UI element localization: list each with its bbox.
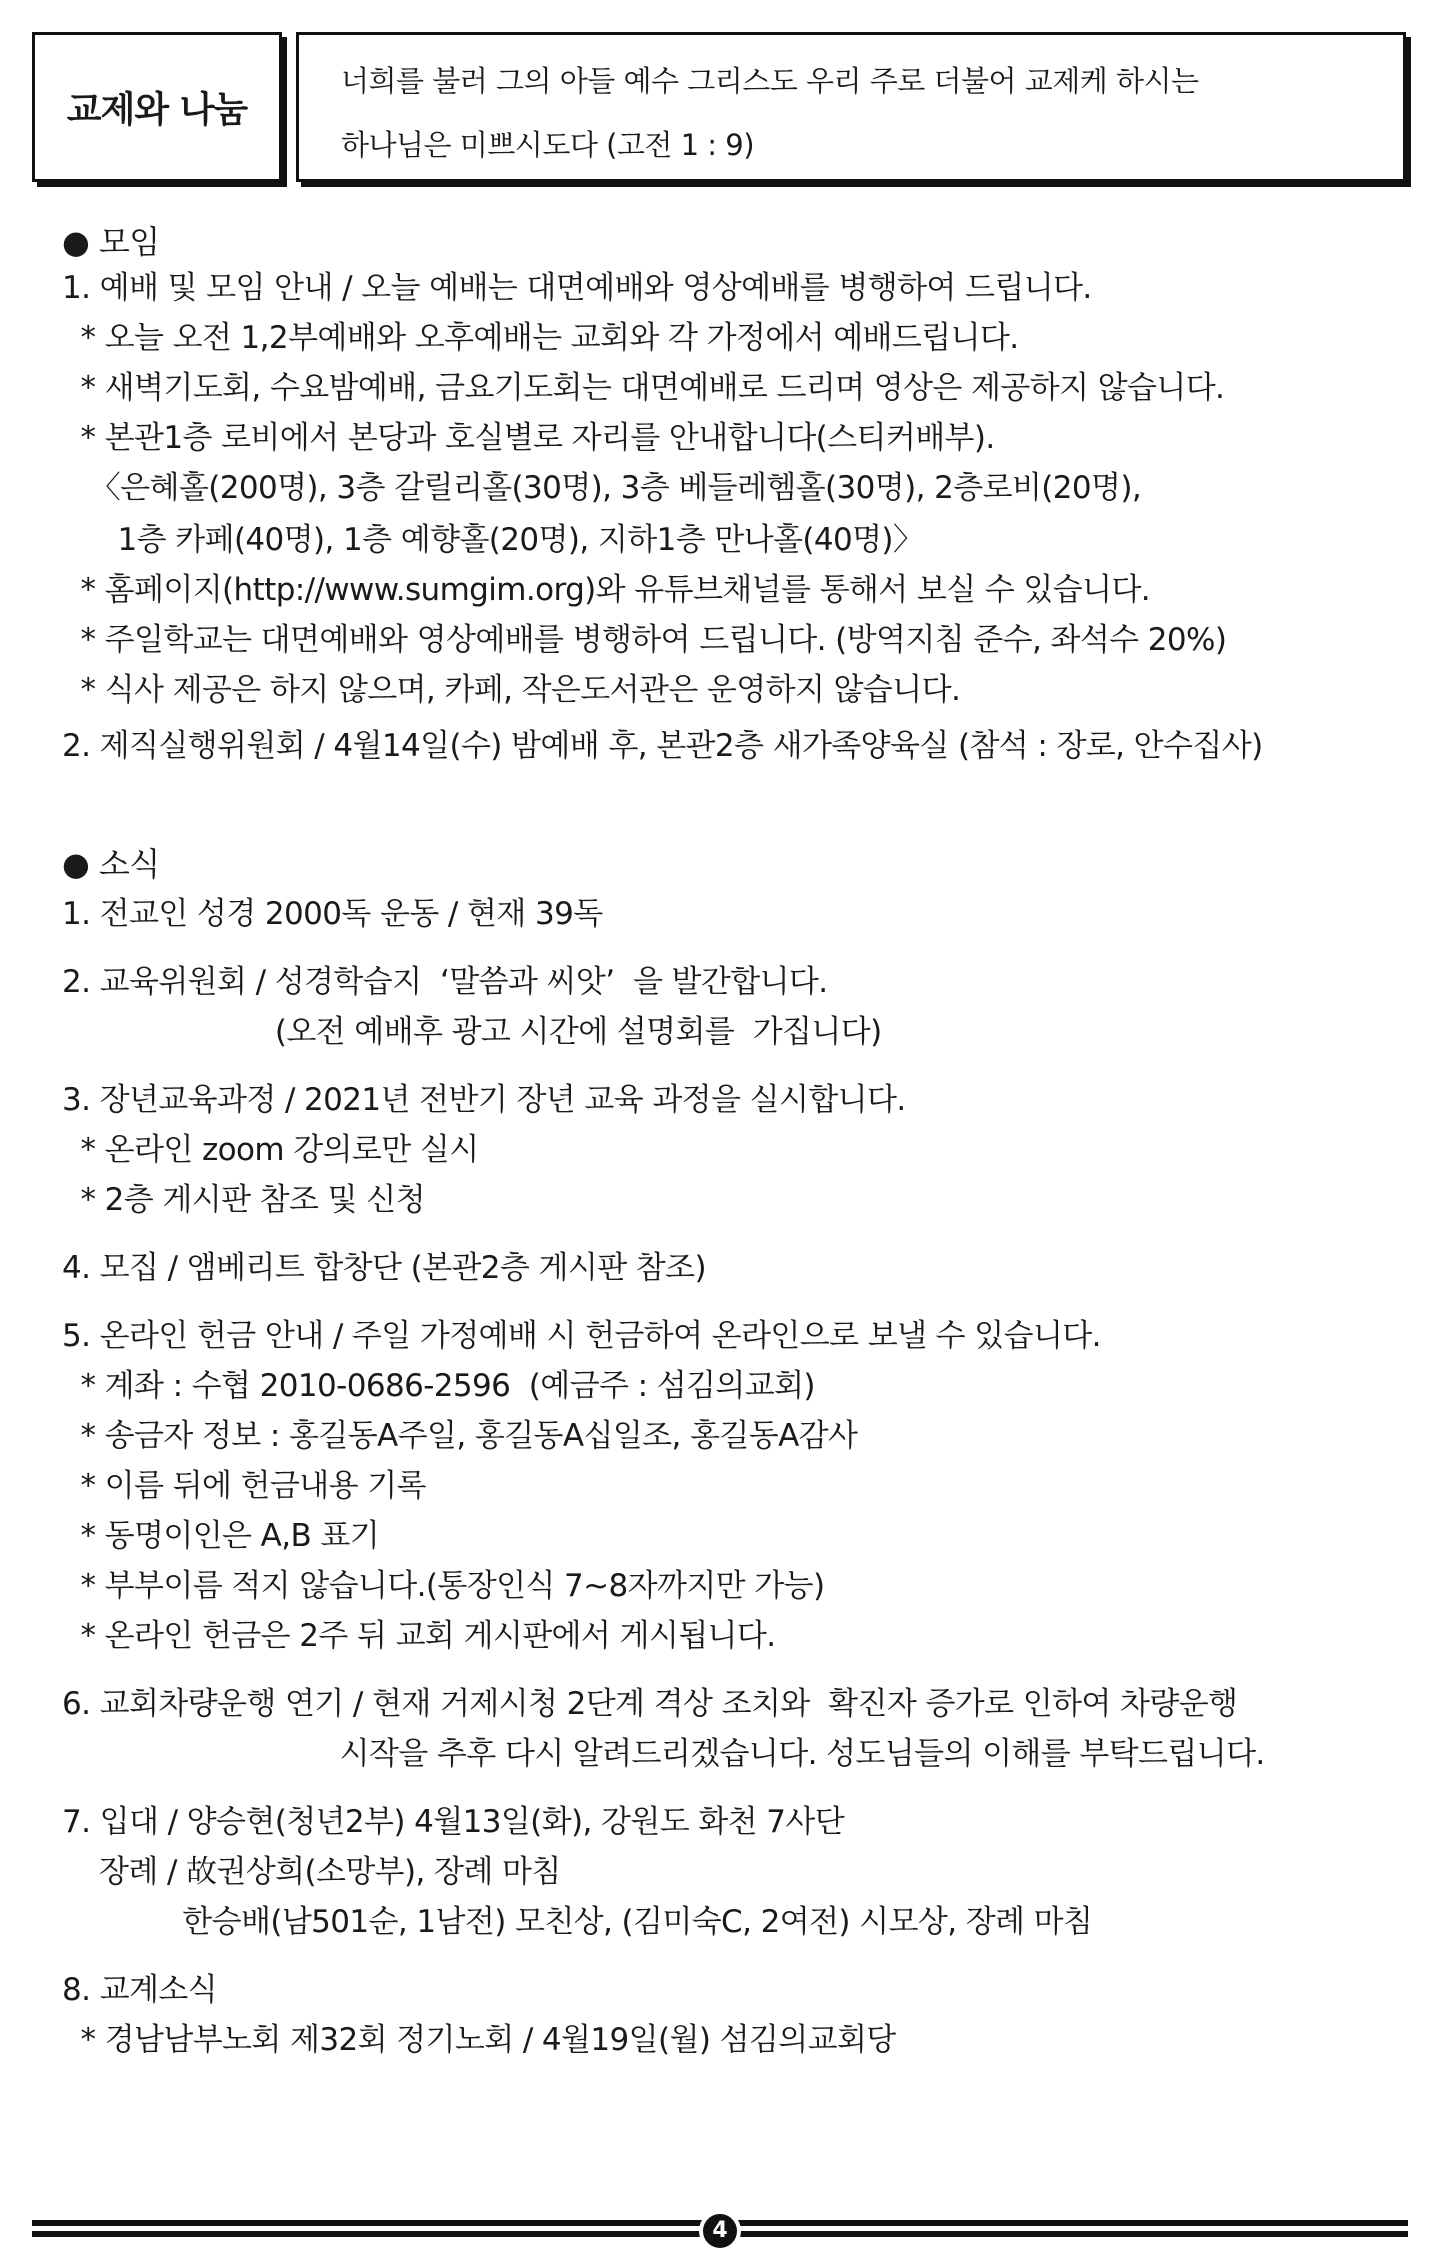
announcement-line: 1층 카페(40명), 1층 예향홀(20명), 지하1층 만나홀(40명)〉 (62, 522, 924, 558)
verse-line: 너희를 불러 그의 아들 예수 그리스도 우리 주로 더불어 교제케 하시는 (341, 64, 1199, 98)
announcement-line: * 식사 제공은 하지 않으며, 카페, 작은도서관은 운영하지 않습니다. (62, 672, 961, 708)
announcement-line: * 2층 게시판 참조 및 신청 (62, 1182, 425, 1218)
announcement-line: * 동명이인은 A,B 표기 (62, 1518, 380, 1554)
announcement-line: 6. 교회차량운행 연기 / 현재 거제시청 2단계 격상 조치와 확진자 증가로 인하여 차량운행 (62, 1686, 1238, 1722)
announcement-line: * 본관1층 로비에서 본당과 호실별로 자리를 안내합니다(스티커배부). (62, 420, 995, 456)
announcement-line: * 부부이름 적지 않습니다.(통장인식 7~8자까지만 가능) (62, 1568, 825, 1604)
announcement-line: * 온라인 zoom 강의로만 실시 (62, 1132, 479, 1168)
announcement-line: 7. 입대 / 양승현(청년2부) 4월13일(화), 강원도 화천 7사단 (62, 1804, 845, 1840)
announcement-line: 8. 교계소식 (62, 1972, 218, 2008)
announcement-line: 장례 / 故권상희(소망부), 장례 마침 (62, 1854, 561, 1890)
announcement-line: * 이름 뒤에 헌금내용 기록 (62, 1468, 426, 1504)
announcement-line: 1. 전교인 성경 2000독 운동 / 현재 39독 (62, 896, 603, 932)
announcement-line: 한승배(남501순, 1남전) 모친상, (김미숙C, 2여전) 시모상, 장례 마침 (62, 1904, 1093, 1940)
announcement-line: * 홈페이지(http://www.sumgim.org)와 유튜브채널를 통해서 보실 수 있습니다. (62, 572, 1151, 608)
announcement-line: 2. 제직실행위원회 / 4월14일(수) 밤예배 후, 본관2층 새가족양육실 (참석 : 장로, 안수집사) (62, 728, 1263, 764)
announcement-line: 1. 예배 및 모임 안내 / 오늘 예배는 대면예배와 영상예배를 병행하여 드립니다. (62, 270, 1092, 306)
announcement-line: * 계좌 : 수협 2010-0686-2596 (예금주 : 섬김의교회) (62, 1368, 815, 1404)
announcement-line: * 새벽기도회, 수요밤예배, 금요기도회는 대면예배로 드리며 영상은 제공하지 않습니다. (62, 370, 1225, 406)
announcement-line: 2. 교육위원회 / 성경학습지 ‘말씀과 씨앗’ 을 발간합니다. (62, 964, 828, 1000)
announcement-line: 3. 장년교육과정 / 2021년 전반기 장년 교육 과정을 실시합니다. (62, 1082, 906, 1118)
section-heading: ● 모임 (62, 223, 160, 261)
verse-box (296, 32, 1406, 182)
announcement-line: * 온라인 헌금은 2주 뒤 교회 게시판에서 게시됩니다. (62, 1618, 776, 1654)
page-footer (32, 2218, 1408, 2243)
announcement-line: 5. 온라인 헌금 안내 / 주일 가정예배 시 헌금하여 온라인으로 보낼 수 있습니다. (62, 1318, 1101, 1354)
announcement-line: * 송금자 정보 : 홍길동A주일, 홍길동A십일조, 홍길동A감사 (62, 1418, 858, 1454)
section-heading: ● 소식 (62, 845, 160, 883)
page-number: 4 (699, 2210, 741, 2252)
announcement-line: 시작을 추후 다시 알려드리겠습니다. 성도님들의 이해를 부탁드립니다. (62, 1736, 1265, 1772)
section-title: 교제와 나눔 (66, 89, 248, 131)
announcement-line: 〈은혜홀(200명), 3층 갈릴리홀(30명), 3층 베들레헴홀(30명), 2층로비(20명), (62, 470, 1142, 506)
announcement-line: 4. 모집 / 앰베리트 합창단 (본관2층 게시판 참조) (62, 1250, 706, 1286)
announcement-line: (오전 예배후 광고 시간에 설명회를 가집니다) (62, 1014, 882, 1050)
verse-reference-line: 하나님은 미쁘시도다 (고전 1 : 9) (341, 128, 755, 162)
announcement-line: * 주일학교는 대면예배와 영상예배를 병행하여 드립니다. (방역지침 준수, 좌석수 20%) (62, 622, 1227, 658)
announcement-line: * 경남남부노회 제32회 정기노회 / 4월19일(월) 섬김의교회당 (62, 2022, 896, 2058)
announcement-line: * 오늘 오전 1,2부예배와 오후예배는 교회와 각 가정에서 예배드립니다. (62, 320, 1019, 356)
section-title-box (32, 32, 282, 182)
